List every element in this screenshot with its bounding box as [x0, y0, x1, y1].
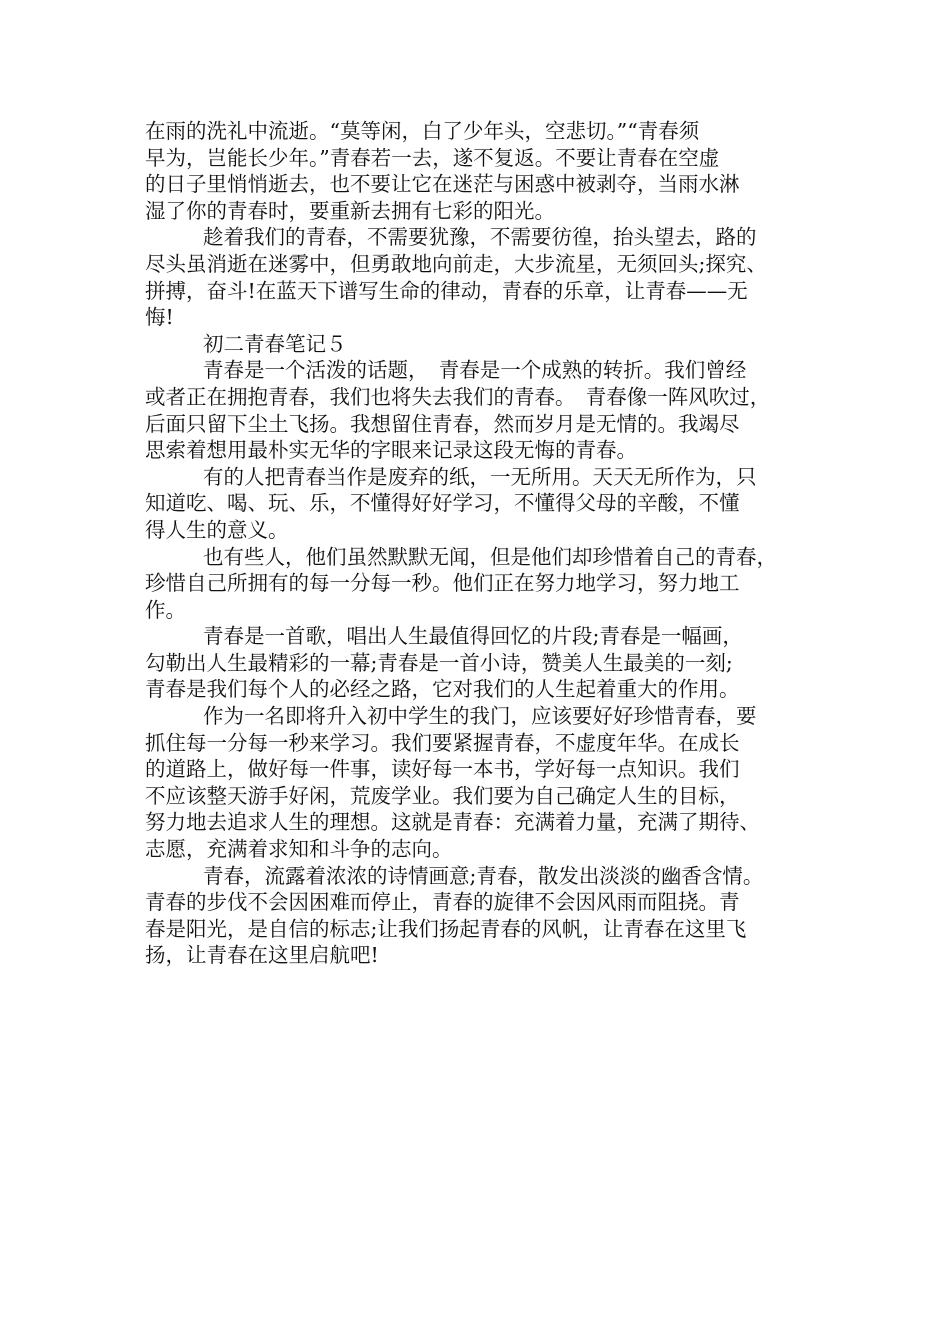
paragraph: 青春是一首歌，唱出人生最值得回忆的片段;青春是一幅画， 勾勒出人生最精彩的一幕;青春是一首小诗，赞美人生最美的一刻; 青春是我们每个人的必经之路，它对我们的人生起着重大的作用。 — [145, 624, 743, 702]
section-heading: 初二青春笔记５ — [203, 331, 347, 356]
paragraph: 青春是一个活泼的话题， 青春是一个成熟的转折。我们曾经 或者正在拥抱青春，我们也将失去我们的青春。 青春像一阵风吹过， 后面只留下尘土飞扬。我想留住青春，然而岁月是无情的。我竭尽 思索着想用最朴实无华的字眼来记录这段无悔的青春。 — [145, 358, 771, 463]
paragraph: 趁着我们的青春，不需要犹豫，不需要彷徨，抬头望去，路的 尽头虽消逝在迷雾中，但勇敢地向前走，大步流星，无须回头;探究、 拼搏，奋斗!在蓝天下谱写生命的律动，青春的乐章，让青春——无 悔! — [145, 225, 767, 330]
paragraph: 作为一名即将升入初中学生的我门，应该要好好珍惜青春，要 抓住每一分每一秒来学习。我们要紧握青春，不虚度年华。在成长 的道路上，做好每一件事，读好每一本书，学好每一点知识。我们 不应该整天游手好闲，荒废学业。我们要为自己确定人生的目标， 努力地去追求人生的理想。这就是青春：充满着力量，充满了期待、 志愿，充满着求知和斗争的志向。 — [145, 704, 760, 862]
paragraph: 也有些人，他们虽然默默无闻，但是他们却珍惜着自己的青春， 珍惜自己所拥有的每一分每一秒。他们正在努力地学习，努力地工 作。 — [145, 544, 777, 622]
paragraph: 青春，流露着浓浓的诗情画意;青春，散发出淡淡的幽香含情。 青春的步伐不会因困难而停止，青春的旋律不会因风雨而阻挠。青 春是阳光，是自信的标志;让我们扬起青春的风帆，让青春在这里飞 扬，让青春在这里启航吧! — [145, 863, 764, 968]
paragraph-continuation: 在雨的洗礼中流逝。“莫等闲，白了少年头，空悲切。”“青春须 早为，岂能长少年。”青春若一去，遂不复返。不要让青春在空虚 的日子里悄悄逝去，也不要让它在迷茫与困惑中被剥夺，当雨水淋 湿了你的青春时，要重新去拥有七彩的阳光。 — [145, 119, 740, 223]
document-body — [145, 118, 830, 969]
paragraph: 有的人把青春当作是废弃的纸，一无所用。天天无所作为，只 知道吃、喝、玩、乐，不懂得好好学习，不懂得父母的辛酸，不懂 得人生的意义。 — [145, 464, 757, 542]
